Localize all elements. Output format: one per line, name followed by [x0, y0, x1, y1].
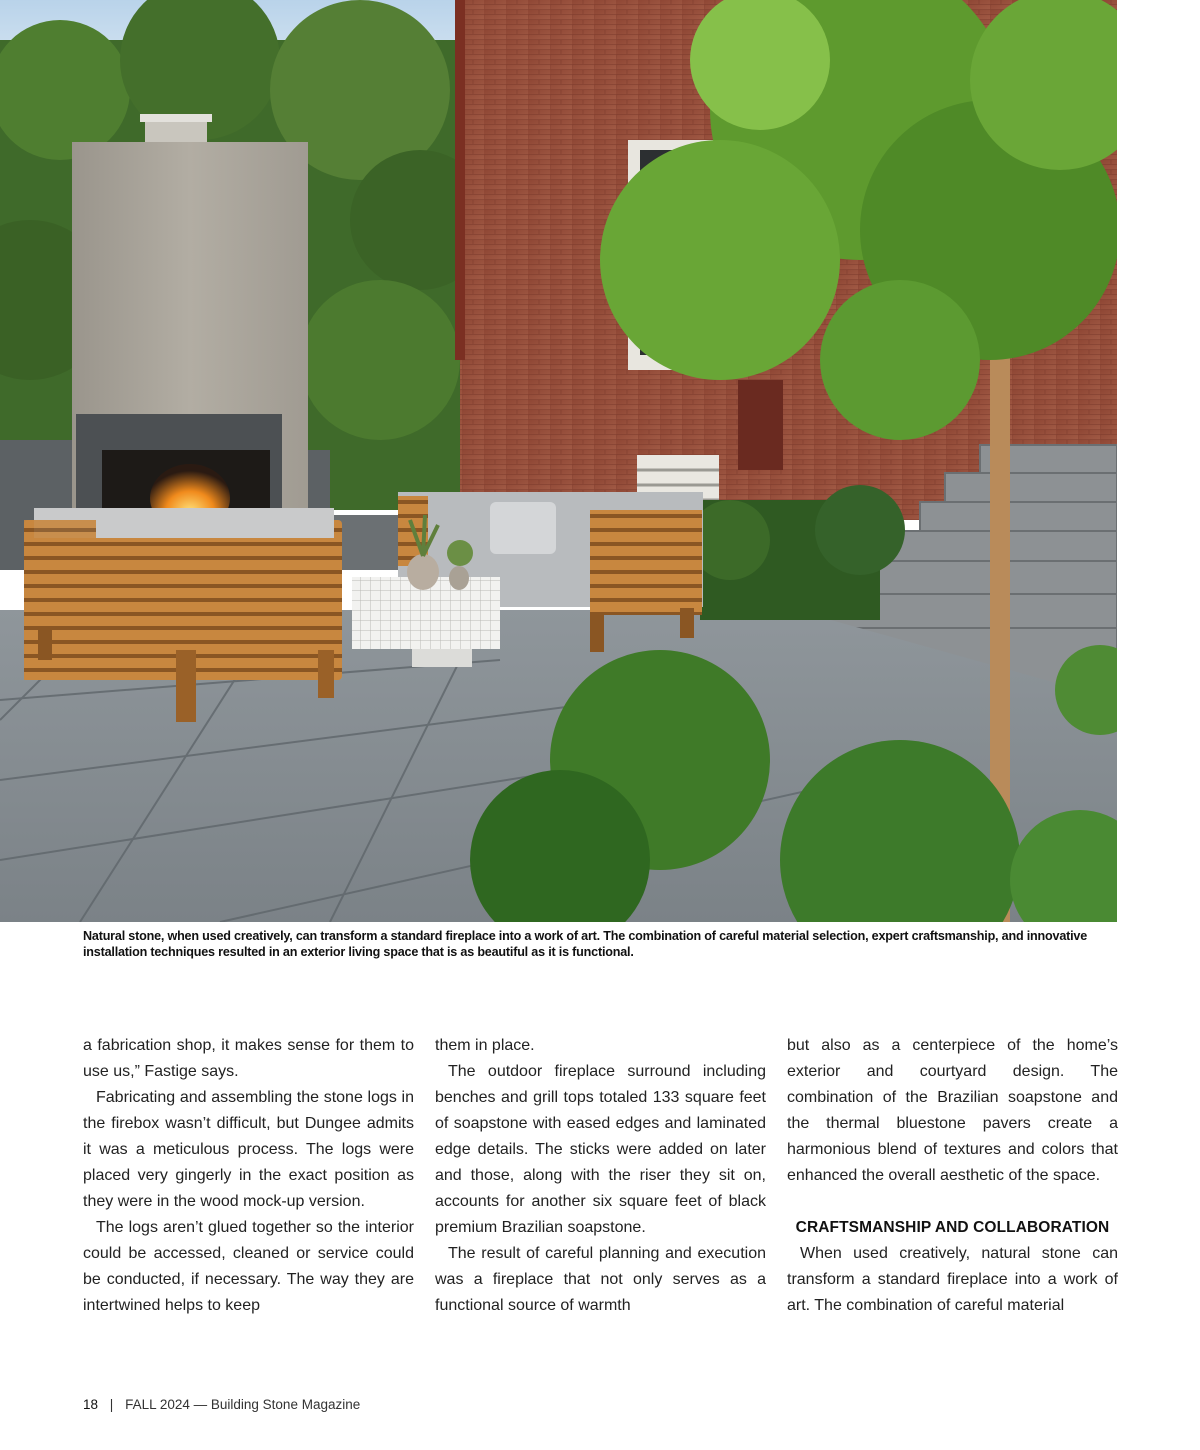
- paragraph: but also as a centerpiece of the home’s exterior and courtyard design. The combination of the Brazilian soapstone and the thermal bluestone pavers create a harmonious blend of textures and colors that enhanced the overall aesthetic of the space.: [787, 1037, 1118, 1184]
- photo-caption: Natural stone, when used creatively, can transform a standard fireplace into a work of art. The combination of careful material selection, expert craftsmanship, and innovative installation techniques resulted in an exterior living space that is as beautiful as it is functional.: [83, 929, 1088, 959]
- paragraph: The result of careful planning and execution was a fireplace that not only serves as a functional source of warmth: [435, 1245, 766, 1314]
- paragraph: a fabrication shop, it makes sense for them to use us,” Fastige says.: [83, 1037, 414, 1080]
- text-column-1: [83, 1033, 414, 1319]
- page-number: 18: [83, 1397, 99, 1412]
- page-footer: [83, 1395, 360, 1415]
- paragraph: Fabricating and assembling the stone logs in the firebox wasn’t difficult, but Dungee admits it was a meticulous process. The logs were placed very gingerly in the exact position as they were in the wood mock-up version.: [83, 1089, 414, 1210]
- footer-separator: |: [109, 1397, 114, 1412]
- text-column-2: [435, 1033, 766, 1319]
- issue-label: FALL 2024 — Building Stone Magazine: [125, 1397, 361, 1412]
- text-column-3: [787, 1033, 1118, 1319]
- section-heading: CRAFTSMANSHIP AND COLLABORATION: [795, 1219, 1110, 1236]
- paragraph: When used creatively, natural stone can transform a standard fireplace into a work of art. The combination of careful material: [787, 1245, 1118, 1314]
- paragraph: them in place.: [435, 1037, 535, 1054]
- paragraph: The outdoor fireplace surround including benches and grill tops totaled 133 square feet of soapstone with eased edges and laminated edge details. The sticks were added on later and those, along with the riser they sit on, accounts for another six square feet of black premium Brazilian soapstone.: [435, 1063, 766, 1236]
- paragraph: The logs aren’t glued together so the interior could be accessed, cleaned or service could be conducted, if necessary. The way they are intertwined helps to keep: [83, 1219, 414, 1314]
